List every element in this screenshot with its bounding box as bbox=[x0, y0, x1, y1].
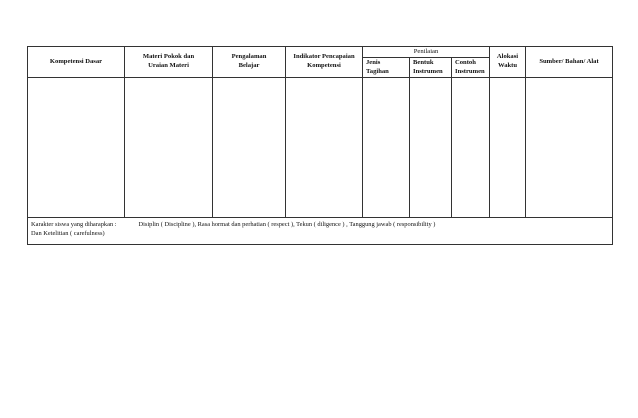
header-alokasi-waktu bbox=[490, 47, 526, 78]
header-materi-line2: Uraian Materi bbox=[148, 62, 189, 69]
cell-jenis-tagihan bbox=[363, 78, 410, 218]
cell-materi-pokok bbox=[125, 78, 213, 218]
cell-bentuk-instrumen bbox=[410, 78, 452, 218]
header-jenis-line2: Tagihan bbox=[366, 67, 389, 75]
table-body-row bbox=[28, 78, 613, 218]
header-kompetensi-dasar bbox=[28, 47, 125, 78]
header-pengalaman-belajar bbox=[213, 47, 286, 78]
header-pengalaman-line2: Belajar bbox=[238, 62, 260, 69]
header-contoh-line1: Contoh bbox=[455, 58, 476, 66]
header-bentuk-line2: Instrumen bbox=[413, 67, 443, 75]
header-bentuk-line1: Bentuk bbox=[413, 58, 434, 66]
header-sumber bbox=[526, 47, 613, 78]
header-pengalaman-line1: Pengalaman bbox=[231, 53, 267, 61]
character-note-line2: Dan Ketelitian ( carefulness) bbox=[31, 230, 105, 238]
header-kompetensi-dasar-label: Kompetensi Dasar bbox=[49, 57, 103, 65]
header-alokasi-line2: Waktu bbox=[497, 62, 518, 69]
syllabus-table bbox=[27, 46, 613, 245]
character-note-cell bbox=[28, 218, 613, 245]
header-contoh-line2: Instrumen bbox=[455, 67, 485, 75]
cell-contoh-instrumen bbox=[452, 78, 490, 218]
header-bentuk-instrumen bbox=[410, 58, 452, 78]
header-jenis-tagihan bbox=[363, 58, 410, 78]
character-note-label: Karakter siswa yang diharapkan : bbox=[31, 221, 117, 228]
header-penilaian-label: Penilaian bbox=[413, 47, 439, 55]
cell-pengalaman-belajar bbox=[213, 78, 286, 218]
cell-sumber bbox=[526, 78, 613, 218]
header-alokasi-line1: Alokasi bbox=[496, 53, 519, 61]
cell-alokasi-waktu bbox=[490, 78, 526, 218]
header-indikator-line2: Kompetensi bbox=[307, 62, 341, 69]
header-materi-pokok bbox=[125, 47, 213, 78]
header-indikator bbox=[286, 47, 363, 78]
character-note-row bbox=[28, 218, 613, 245]
character-note-value: Disiplin ( Discipline ), Rasa hormat dan perhatian ( respect ), Tekun ( diligence ) , Tanggung jawab ( responsibility ) bbox=[138, 221, 436, 228]
header-jenis-line1: Jenis bbox=[366, 58, 381, 66]
header-penilaian bbox=[363, 47, 490, 58]
cell-indikator bbox=[286, 78, 363, 218]
header-materi-line1: Materi Pokok dan bbox=[142, 53, 195, 61]
header-sumber-label: Sumber/ Bahan/ Alat bbox=[539, 57, 599, 65]
cell-kompetensi-dasar bbox=[28, 78, 125, 218]
header-contoh-instrumen bbox=[452, 58, 490, 78]
header-indikator-line1: Indikator Pencapaian bbox=[293, 53, 355, 61]
